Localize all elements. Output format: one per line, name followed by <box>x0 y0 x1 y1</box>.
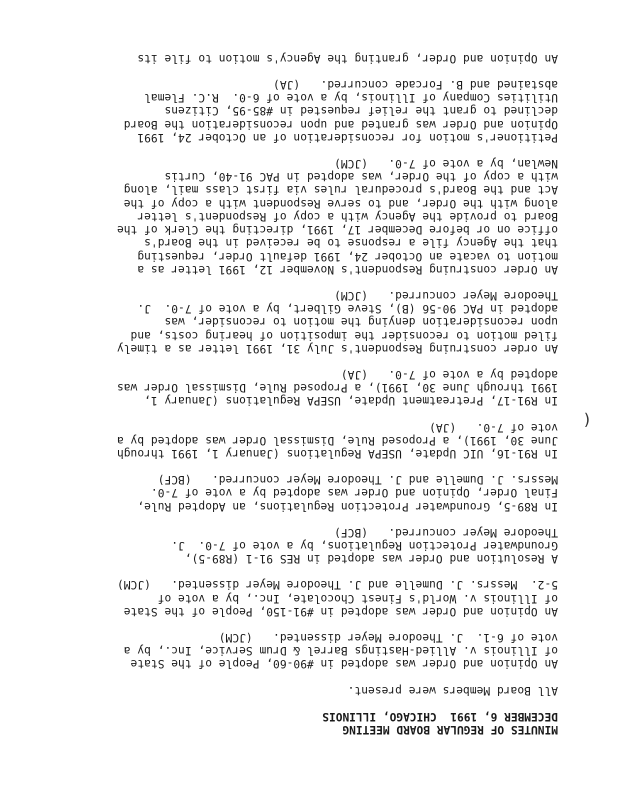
paragraph-r91-16: In R91-16, UIC Update, USEPA Regulations (January 1, 1991 through June 30, 1991), a Proposed Rule, Dismissal Order was adopted by a vote of 7-0. (JA) <box>116 420 558 460</box>
paragraph-r89-5: In R89-5, Groundwater Protection Regulations, an Adopted Rule, Final Order, Opinion and Order was adopted by a vote of 7-0. Messrs. J. Dumelle and J. Theodore Meyer concurred. (BCF) <box>137 473 558 513</box>
paragraph-85-95: Petitioner's motion for reconsideration of an October 24, 1991 Opinion and Order was granted and upon reconsideration the Board declined to grant the relief requested in #85-95, Citizens Utilities Company of Illinois, by a vote of 6-0. R.C. Flemal abstained and B. Forcade concurred. (JA) <box>123 78 558 144</box>
paragraph-r91-17: In R91-17, Pretreatment Update, USEPA Regulations (January 1, 1991 through June 30, 1991), a Proposed Rule, Dismissal Order was adopted by a vote of 7-0. (JA) <box>116 367 558 408</box>
paragraph-attendance: All Board Members were present. <box>347 683 558 697</box>
document-title <box>58 710 558 736</box>
paragraph-90-60: An Opinion and Order was adopted in #90-60, People of the State of Illinois v. Allied-Hastings Barrel & Drum Service, Inc., by a vote of 6-1. J. Theodore Meyer dissented. (JCM) <box>123 630 558 671</box>
paragraph-agency-motion: An Opinion and Order, granting the Agency's motion to file its <box>137 51 558 65</box>
minutes-document <box>58 39 558 736</box>
title-line-2: DECEMBER 6, 1991 CHICAGO, ILLINOIS <box>322 709 558 723</box>
paragraph-pac-91-40: An Order construing Respondent's November 12, 1991 letter as a motion to vacate an October 24, 1991 default Order, requesting that the Agency file a response to be received in the Board's office on or before December 17, 1991, directing the Clerk of the Board to provide the Agency with a copy of Respondent's letter along with the Order, and to serve Respondent with a copy of the Act and the Board's procedural rules via first class mail, along with a copy of the Order, was adopted in PAC 91-40, Curtis Newlan, by a vote of 7-0. (JCM) <box>116 157 558 276</box>
title-line-1: MINUTES OF REGULAR BOARD MEETING <box>342 723 558 736</box>
paragraph-res-91-1: A Resolution and Order was adopted in RES 91-1 (R89-5), Groundwater Protection Regulations, by a vote of 7-0. J. Theodore Meyer concurred. (BCF) <box>171 525 558 566</box>
paragraph-pac-90-56: An order construing Respondent's July 31, 1991 letter as a timely filed motion to reconsider the imposition of hearing costs, and upon reconsideration denying the motion to reconsider, was adopted in PAC 90-56 (B), Steve Gilbert, by a vote of 7-0. J. Theodore Meyer concurred. (JCM) <box>116 288 558 355</box>
paragraph-91-150: An Opinion and Order was adopted in #91-150, People of the State of Illinois v. World's Finest Chocolate, Inc., by a vote of 5-2. Messrs. J. Dumelle and J. Theodore Meyer dissented. (JCM) <box>116 578 558 618</box>
margin-mark: ( <box>582 411 592 430</box>
